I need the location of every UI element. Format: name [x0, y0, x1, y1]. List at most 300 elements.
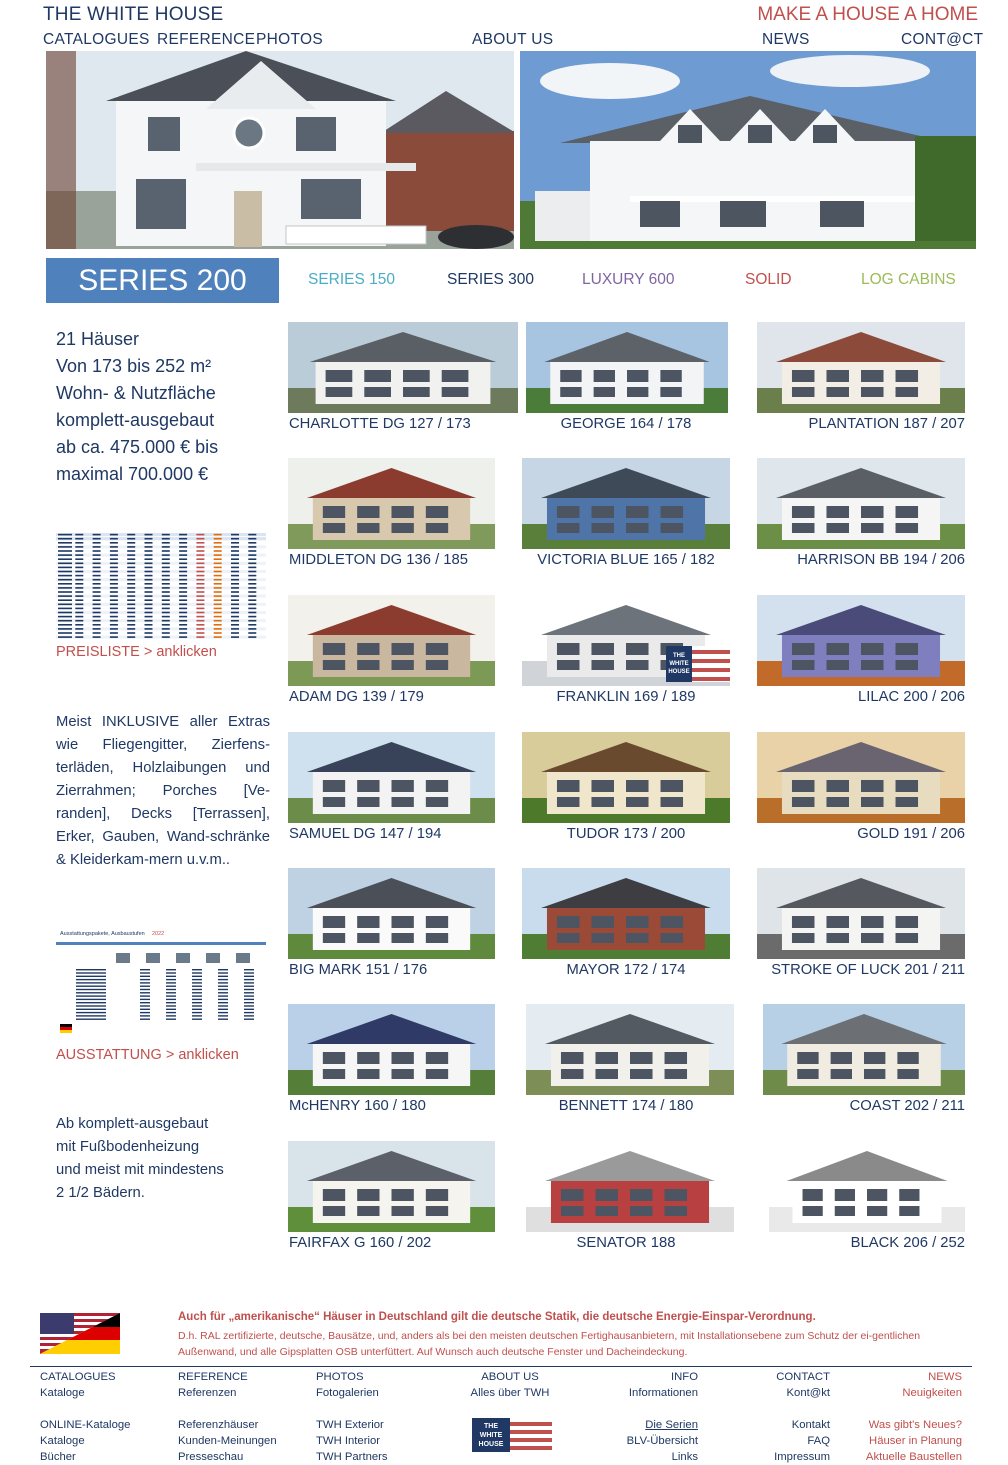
house-card[interactable] — [288, 732, 526, 852]
house-label[interactable]: SAMUEL DG 147 / 194 — [289, 826, 442, 842]
pricelist-cell — [127, 624, 135, 626]
pricelist-cell — [93, 558, 101, 560]
house-label[interactable]: BENNETT 174 / 180 — [558, 1098, 694, 1114]
pricelist-cell — [75, 563, 83, 565]
ausstattung-cell — [76, 976, 106, 977]
pricelist-cell — [179, 616, 187, 618]
pricelist-cell — [58, 579, 72, 581]
pricelist-cell — [58, 563, 72, 565]
house-photo[interactable] — [757, 595, 965, 686]
house-photo[interactable] — [522, 732, 730, 823]
house-label[interactable]: SENATOR 188 — [576, 1235, 676, 1251]
twh-logo-footer[interactable] — [472, 1418, 552, 1452]
ausstattung-cell — [166, 1009, 176, 1010]
pricelist-cell — [93, 604, 101, 606]
footer-photos-sub[interactable]: Fotogalerien — [316, 1387, 379, 1399]
pricelist-cell — [93, 612, 101, 614]
pricelist-cell — [127, 567, 135, 569]
pricelist-cell — [93, 571, 101, 573]
house-card[interactable] — [522, 458, 760, 578]
ausstattung-cell — [140, 982, 150, 983]
house-photo[interactable] — [522, 595, 730, 686]
footer-col-catalogues — [40, 1369, 130, 1465]
pricelist-cell — [93, 595, 101, 597]
footer-link-was-gibts-neues[interactable]: Was gibt's Neues? — [868, 1419, 962, 1431]
pricelist-cell — [127, 558, 135, 560]
notice-body: D.h. RAL zertifizierte, deutsche, Bausätze, und, anders als bei den meisten deutschen Fertighausanbietern, mit Installationsebene zum Schutz der ei-gentlichen Außenwand, und alle Gipsplatten OSB unterfüttert. Auf Wunsch auch deutsche Fenster und Dacheindeckung. — [178, 1330, 921, 1358]
pricelist-cell — [248, 636, 256, 638]
pricelist-cell — [127, 587, 135, 589]
footer-col-photos — [316, 1369, 388, 1465]
ausstattung-cell — [218, 989, 228, 990]
house-photo[interactable] — [288, 458, 495, 549]
house-label[interactable]: FAIRFAX G 160 / 202 — [289, 1235, 432, 1251]
footer-col-news — [842, 1369, 962, 1465]
footer-spacer — [316, 1401, 388, 1417]
tab-log-cabins[interactable]: LOG CABINS — [861, 271, 956, 288]
pricelist-cell — [231, 554, 239, 556]
house-card[interactable] — [288, 1141, 526, 1261]
pricelist-cell — [93, 620, 101, 622]
house-photo[interactable] — [526, 322, 728, 413]
house-photo[interactable] — [288, 868, 495, 959]
house-label[interactable]: ADAM DG 139 / 179 — [289, 689, 424, 705]
house-photo[interactable] — [763, 1004, 965, 1095]
footer-link-die-serien[interactable]: Die Serien — [645, 1419, 698, 1431]
house-card[interactable] — [522, 868, 760, 988]
pricelist-cell — [58, 604, 72, 606]
ausstattung-cell — [76, 972, 106, 973]
pricelist-cell — [75, 550, 83, 552]
pricelist-cell — [145, 616, 153, 618]
pricelist-cell — [58, 542, 72, 544]
pricelist-cell — [75, 608, 83, 610]
twh-badge-stripe — [692, 650, 730, 654]
pricelist-cell — [93, 587, 101, 589]
ausstattung-cell — [192, 1012, 202, 1013]
pricelist-cell — [231, 612, 239, 614]
ausstattung-thumbnail[interactable] — [56, 929, 266, 1041]
footer-contact-sub[interactable]: Kont@kt — [786, 1387, 830, 1399]
pricelist-cell — [145, 587, 153, 589]
house-label[interactable]: McHENRY 160 / 180 — [289, 1098, 426, 1114]
ausstattung-cell — [218, 1015, 228, 1016]
ausstattung-cell — [166, 992, 176, 993]
pricelist-cell — [231, 624, 239, 626]
pricelist-cell — [162, 624, 170, 626]
brand-title[interactable]: THE WHITE HOUSE — [43, 4, 224, 25]
pricelist-cell — [110, 542, 118, 544]
ausstattung-cell — [218, 1005, 228, 1006]
ausstattung-cell — [218, 1012, 228, 1013]
ausstattung-cell — [166, 972, 176, 973]
pricelist-cell — [110, 620, 118, 622]
ausstattung-cell — [244, 999, 254, 1000]
pricelist-cell — [214, 595, 222, 597]
ausstattung-cell — [192, 986, 202, 987]
ausstattung-cell — [76, 992, 106, 993]
nav-catalogues[interactable]: CATALOGUES — [43, 31, 150, 48]
pricelist-cell — [127, 579, 135, 581]
ausstattung-cell — [76, 999, 106, 1000]
pricelist-cell — [58, 575, 72, 577]
pricelist-cell — [248, 575, 256, 577]
house-photo[interactable] — [526, 1141, 734, 1232]
pricelist-cell — [248, 628, 256, 630]
pricelist-cell — [162, 538, 170, 540]
ausstattung-cell — [218, 992, 228, 993]
pricelist-cell — [127, 563, 135, 565]
pricelist-cell — [214, 591, 222, 593]
pricelist-cell — [248, 563, 256, 565]
pricelist-cell — [127, 604, 135, 606]
footer-link-twh-partners[interactable]: TWH Partners — [316, 1451, 388, 1463]
footer-link-faq[interactable]: FAQ — [807, 1435, 830, 1447]
pricelist-cell — [162, 628, 170, 630]
house-label[interactable]: STROKE OF LUCK 201 / 211 — [771, 962, 965, 978]
pricelist-cell — [145, 583, 153, 585]
ausstattung-cell — [140, 1009, 150, 1010]
pricelist-cell — [58, 616, 72, 618]
pricelist-cell — [162, 546, 170, 548]
pricelist-cell — [93, 542, 101, 544]
pricelist-cell — [75, 591, 83, 593]
footer-link-impressum[interactable]: Impressum — [774, 1451, 830, 1463]
house-photo[interactable] — [769, 1141, 965, 1232]
house-label[interactable]: HARRISON BB 194 / 206 — [797, 552, 965, 568]
footer-news-heading[interactable]: NEWS — [928, 1371, 962, 1383]
footer-contact-heading[interactable]: CONTACT — [776, 1371, 830, 1383]
twh-badge-icon — [666, 646, 730, 682]
house-label[interactable]: BLACK 206 / 252 — [850, 1235, 965, 1251]
footer-news-sub[interactable]: Neuigkeiten — [902, 1387, 962, 1399]
house-card[interactable] — [757, 732, 995, 852]
twh-badge-stripe — [692, 677, 730, 681]
pricelist-cell — [162, 550, 170, 552]
house-card[interactable] — [288, 868, 526, 988]
pricelist-cell — [162, 563, 170, 565]
ausstattung-cell — [218, 999, 228, 1000]
pricelist-cell — [179, 546, 187, 548]
nav-news[interactable]: NEWS — [762, 31, 810, 48]
pricelist-cell — [214, 632, 222, 634]
pricelist-cell — [214, 608, 222, 610]
pricelist-cell — [179, 608, 187, 610]
pricelist-cell — [93, 550, 101, 552]
footer-link-presseschau[interactable]: Presseschau — [178, 1451, 244, 1463]
house-photo[interactable] — [288, 732, 495, 823]
pricelist-cell — [196, 534, 204, 536]
footer-link-blv-uebersicht[interactable]: BLV-Übersicht — [626, 1435, 698, 1447]
nav-about-us[interactable]: ABOUT US — [472, 31, 554, 48]
pricelist-cell — [248, 534, 256, 536]
house-card[interactable] — [757, 1004, 995, 1124]
house-label[interactable]: VICTORIA BLUE 165 / 182 — [537, 552, 715, 568]
ausstattung-cell — [218, 972, 228, 973]
ausstattung-cell — [192, 989, 202, 990]
pricelist-cell — [196, 636, 204, 638]
pricelist-cell — [214, 534, 222, 536]
footer-link-online-kataloge[interactable]: ONLINE-Kataloge — [40, 1419, 131, 1431]
ausstattung-cell — [166, 976, 176, 977]
summary-area-range: Von 173 bis 252 m² — [56, 356, 212, 376]
pricelist-cell — [110, 538, 118, 540]
footer-spacer — [842, 1401, 962, 1417]
footer-about-heading[interactable]: ABOUT US — [481, 1371, 539, 1383]
ausstattung-cell — [140, 1015, 150, 1016]
pricelist-cell — [145, 550, 153, 552]
house-photo[interactable] — [288, 322, 518, 413]
footer-info-heading[interactable]: INFO — [671, 1371, 698, 1383]
pricelist-cell — [196, 554, 204, 556]
ausstattung-cell — [244, 1005, 254, 1006]
pricelist-cell — [214, 546, 222, 548]
house-label[interactable]: GEORGE 164 / 178 — [560, 416, 692, 432]
ausstattung-cell — [166, 986, 176, 987]
pricelist-cell — [162, 542, 170, 544]
tab-series-300[interactable]: SERIES 300 — [447, 271, 535, 288]
ausstattung-link[interactable]: AUSSTATTUNG > anklicken — [56, 1047, 239, 1063]
summary-price-from: ab ca. 475.000 € bis — [56, 437, 219, 457]
pricelist-cell — [75, 571, 83, 573]
ausstattung-cell — [244, 986, 254, 987]
pricelist-cell — [231, 595, 239, 597]
pricelist-cell — [127, 534, 135, 536]
pricelist-cell — [75, 632, 83, 634]
pricelist-cell — [93, 624, 101, 626]
house-photo[interactable] — [757, 458, 965, 549]
pricelist-cell — [248, 608, 256, 610]
pricelist-cell — [93, 538, 101, 540]
pricelist-cell — [248, 558, 256, 560]
pricelist-cell — [75, 554, 83, 556]
summary-area-type: Wohn- & Nutzfläche — [56, 383, 216, 403]
pricelist-cell — [162, 604, 170, 606]
footer-link-links[interactable]: Links — [671, 1451, 698, 1463]
pricelist-cell — [127, 599, 135, 601]
footer-spacer — [730, 1401, 830, 1417]
nav-reference[interactable]: REFERENCE — [157, 31, 256, 48]
pricelist-cell — [93, 583, 101, 585]
footer-link-referenzhaeuser[interactable]: Referenzhäuser — [178, 1419, 259, 1431]
ausstattung-cell — [140, 1019, 150, 1020]
house-card[interactable] — [288, 595, 526, 715]
footer-about-sub[interactable]: Alles über TWH — [470, 1387, 550, 1399]
house-card[interactable] — [288, 458, 526, 578]
pricelist-cell — [93, 636, 101, 638]
house-photo[interactable] — [522, 458, 730, 549]
footer-info-sub[interactable]: Informationen — [628, 1387, 698, 1399]
ausstattung-cell — [140, 969, 150, 970]
footer-link-haeuser-in-planung[interactable]: Häuser in Planung — [869, 1435, 962, 1447]
house-card[interactable] — [757, 322, 995, 442]
ausstattung-cell — [76, 989, 106, 990]
pricelist-cell — [58, 608, 72, 610]
pricelist-cell — [231, 550, 239, 552]
house-card[interactable] — [522, 1141, 760, 1261]
pricelist-cell — [231, 542, 239, 544]
pricelist-cell — [58, 636, 72, 638]
footer-col-reference — [178, 1369, 277, 1465]
footer-link-twh-exterior[interactable]: TWH Exterior — [316, 1419, 384, 1431]
pricelist-thumbnail[interactable] — [56, 531, 266, 643]
pricelist-cell — [231, 563, 239, 565]
pricelist-cell — [196, 575, 204, 577]
nav-contact[interactable]: CONT@CT — [901, 31, 984, 48]
pricelist-cell — [179, 587, 187, 589]
house-photo[interactable] — [757, 868, 965, 959]
summary-finish: komplett-ausgebaut — [56, 410, 215, 430]
footer-link-twh-interior[interactable]: TWH Interior — [316, 1435, 381, 1447]
house-label[interactable]: BIG MARK 151 / 176 — [289, 962, 428, 978]
house-label[interactable]: PLANTATION 187 / 207 — [808, 416, 965, 432]
pricelist-cell — [145, 628, 153, 630]
pricelist-cell — [145, 620, 153, 622]
house-card[interactable] — [288, 322, 526, 442]
house-card[interactable] — [757, 595, 995, 715]
pricelist-cell — [179, 554, 187, 556]
pricelist-cell — [110, 583, 118, 585]
house-label[interactable]: TUDOR 173 / 200 — [566, 826, 686, 842]
pricelist-cell — [127, 550, 135, 552]
pricelist-cell — [179, 542, 187, 544]
house-photo[interactable] — [288, 1141, 495, 1232]
pricelist-cell — [93, 579, 101, 581]
pricelist-cell — [248, 583, 256, 585]
pricelist-cell — [110, 604, 118, 606]
house-photo[interactable] — [522, 868, 730, 959]
footer-spacer — [178, 1401, 277, 1417]
footer-reference-sub[interactable]: Referenzen — [178, 1387, 237, 1399]
footer-divider — [30, 1366, 972, 1367]
footer-link-buecher[interactable]: Bücher — [40, 1451, 76, 1463]
pricelist-cell — [110, 550, 118, 552]
pricelist-cell — [248, 620, 256, 622]
pricelist-cell — [58, 624, 72, 626]
pricelist-cell — [110, 563, 118, 565]
pricelist-cell — [145, 542, 153, 544]
house-photo[interactable] — [526, 1004, 734, 1095]
house-photo[interactable] — [757, 322, 965, 413]
ausstattung-cell — [218, 982, 228, 983]
house-card[interactable] — [288, 1004, 526, 1124]
pricelist-cell — [248, 599, 256, 601]
ausstattung-cell — [192, 999, 202, 1000]
house-card[interactable] — [757, 1141, 995, 1261]
footer-logo-line-2: WHITE — [479, 1432, 503, 1439]
tab-series-200[interactable]: SERIES 200 — [46, 258, 279, 303]
pricelist-cell — [145, 612, 153, 614]
house-photo[interactable] — [288, 595, 495, 686]
house-card[interactable] — [757, 868, 995, 988]
pricelist-cell — [196, 583, 204, 585]
ausstattung-cell — [192, 982, 202, 983]
house-label[interactable]: COAST 202 / 211 — [849, 1098, 965, 1114]
ausstattung-cell — [166, 979, 176, 980]
pricelist-cell — [196, 558, 204, 560]
footer-logo-line-3: HOUSE — [478, 1441, 504, 1448]
nav-photos[interactable]: PHOTOS — [256, 31, 323, 48]
house-label[interactable]: CHARLOTTE DG 127 / 173 — [289, 416, 471, 432]
pricelist-cell — [145, 599, 153, 601]
house-label[interactable]: GOLD 191 / 206 — [857, 826, 965, 842]
pricelist-cell — [231, 534, 239, 536]
pricelist-cell — [93, 563, 101, 565]
pricelist-cell — [145, 538, 153, 540]
pricelist-cell — [58, 534, 72, 536]
footer-link-kunden-meinungen[interactable]: Kunden-Meinungen — [178, 1435, 277, 1447]
pricelist-cell — [75, 567, 83, 569]
pricelist-cell — [196, 604, 204, 606]
pricelist-link[interactable]: PREISLISTE > anklicken — [56, 644, 217, 660]
house-card[interactable] — [757, 458, 995, 578]
ausstattung-cell — [192, 1002, 202, 1003]
pricelist-cell — [214, 542, 222, 544]
ausstattung-cell — [244, 979, 254, 980]
ausstattung-cell — [76, 979, 106, 980]
ausstattung-cell — [140, 1012, 150, 1013]
pricelist-cell — [75, 575, 83, 577]
finishing-notes — [56, 1113, 224, 1205]
footer-link-kataloge[interactable]: Kataloge — [40, 1435, 85, 1447]
house-card[interactable] — [522, 1004, 760, 1124]
summary-price-max: maximal 700.000 € — [56, 464, 209, 484]
pricelist-cell — [75, 612, 83, 614]
pricelist-cell — [231, 579, 239, 581]
house-label[interactable]: FRANKLIN 169 / 189 — [556, 689, 696, 705]
pricelist-cell — [110, 571, 118, 573]
footer-reference-heading[interactable]: REFERENCE — [178, 1371, 248, 1383]
house-card[interactable] — [522, 732, 760, 852]
house-card[interactable] — [522, 595, 760, 715]
pricelist-cell — [110, 554, 118, 556]
pricelist-cell — [231, 628, 239, 630]
pricelist-cell — [214, 616, 222, 618]
footer-link-aktuelle-baustellen[interactable]: Aktuelle Baustellen — [865, 1451, 962, 1463]
pricelist-cell — [75, 620, 83, 622]
pricelist-cell — [162, 575, 170, 577]
footer-catalogues-heading[interactable]: CATALOGUES — [40, 1371, 116, 1383]
footer-link-kontakt[interactable]: Kontakt — [791, 1419, 830, 1431]
ausstattung-cell — [218, 995, 228, 996]
house-label[interactable]: LILAC 200 / 206 — [858, 689, 965, 705]
tab-luxury-600[interactable]: LUXURY 600 — [582, 271, 675, 288]
pricelist-cell — [110, 595, 118, 597]
footer-photos-heading[interactable]: PHOTOS — [316, 1371, 364, 1383]
tab-solid[interactable]: SOLID — [745, 271, 792, 288]
house-photo[interactable] — [757, 732, 965, 823]
pricelist-cell — [58, 554, 72, 556]
pricelist-cell — [93, 546, 101, 548]
pricelist-cell — [196, 587, 204, 589]
ausstattung-cell — [166, 1015, 176, 1016]
house-label[interactable]: MIDDLETON DG 136 / 185 — [289, 552, 469, 568]
house-photo[interactable] — [288, 1004, 495, 1095]
tab-series-150[interactable]: SERIES 150 — [308, 271, 396, 288]
pricelist-cell — [145, 591, 153, 593]
house-label[interactable]: MAYOR 172 / 174 — [566, 962, 686, 978]
footer-catalogues-sub[interactable]: Kataloge — [40, 1387, 85, 1399]
house-card[interactable] — [522, 322, 760, 442]
pricelist-cell — [214, 612, 222, 614]
pricelist-cell — [145, 624, 153, 626]
pricelist-cell — [231, 632, 239, 634]
twh-badge-text: THE — [673, 653, 685, 659]
ausstattung-cell — [140, 992, 150, 993]
ausstattung-cell — [140, 1005, 150, 1006]
pricelist-cell — [110, 599, 118, 601]
ausstattung-cell — [166, 982, 176, 983]
